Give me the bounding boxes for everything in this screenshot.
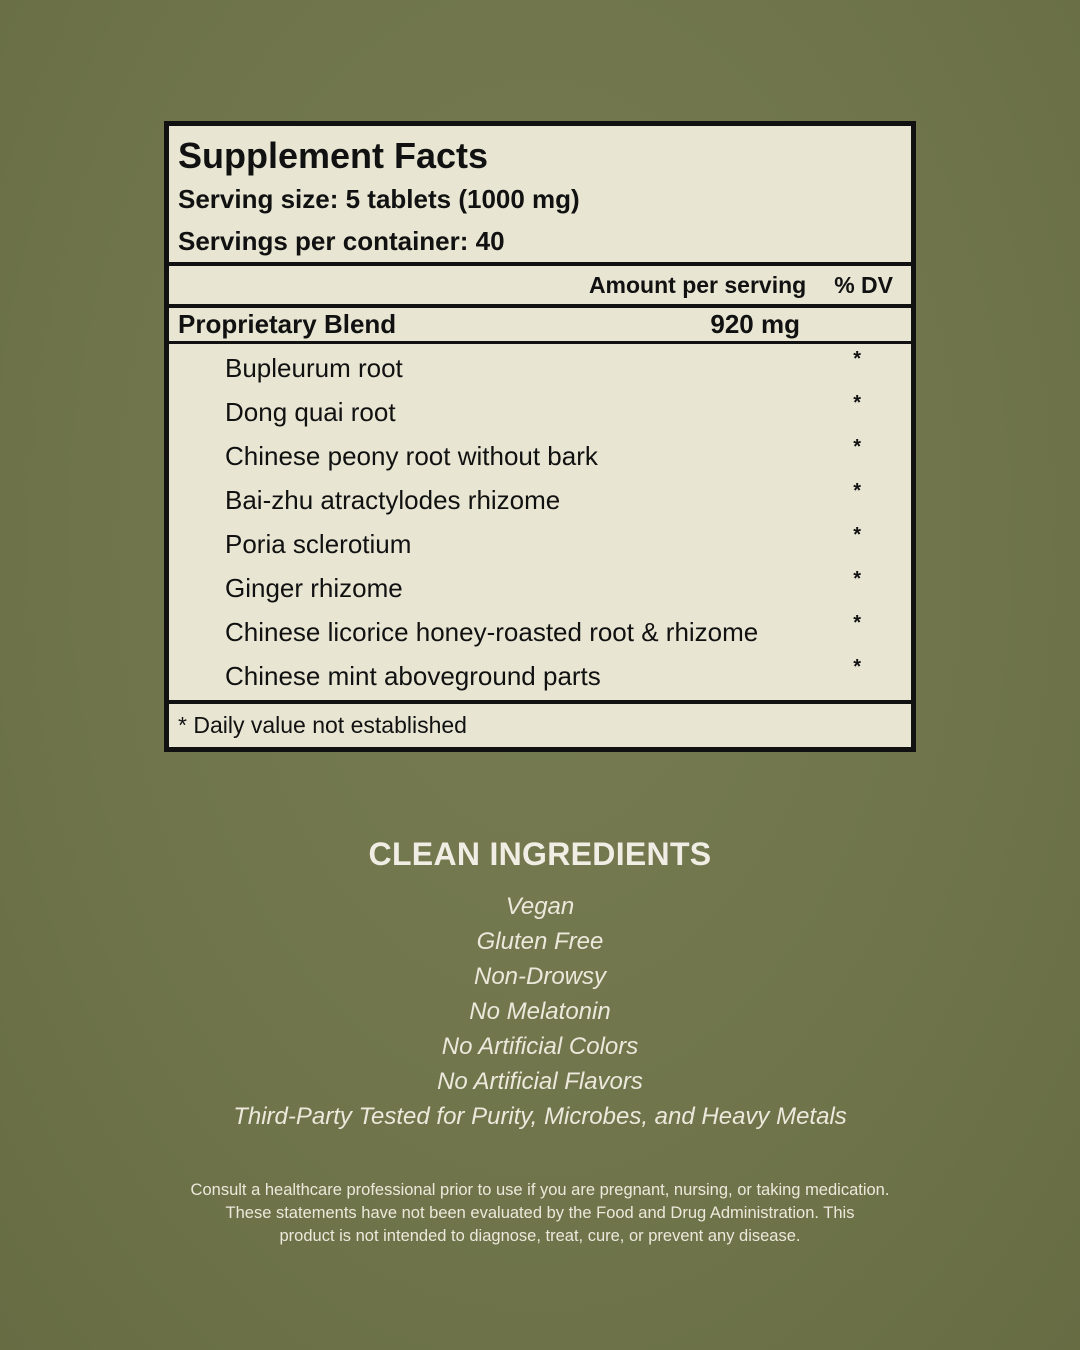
ingredient-row	[225, 478, 911, 522]
ingredient-row	[225, 390, 911, 434]
ingredient-dv: *	[853, 436, 861, 458]
clean-ingredients-title: CLEAN INGREDIENTS	[368, 836, 712, 872]
ingredient-row	[225, 566, 911, 610]
ingredient-list	[169, 344, 911, 700]
daily-value-header: % DV	[834, 271, 893, 298]
ingredient-row	[225, 610, 911, 654]
ingredient-name: Dong quai root	[225, 396, 396, 427]
clean-ingredient-item: No Melatonin	[469, 998, 611, 1025]
ingredient-dv: *	[853, 612, 861, 634]
ingredient-name: Ginger rhizome	[225, 572, 403, 603]
ingredient-name: Bupleurum root	[225, 352, 403, 383]
clean-ingredient-item: No Artificial Colors	[441, 1033, 639, 1060]
ingredient-row	[225, 434, 911, 478]
disclaimer-line: These statements have not been evaluated by the Food and Drug Administration. This	[225, 1204, 855, 1222]
clean-ingredient-item: Third-Party Tested for Purity, Microbes, and Heavy Metals	[233, 1103, 847, 1130]
ingredient-dv: *	[853, 568, 861, 590]
ingredient-dv: *	[853, 524, 861, 546]
disclaimer	[140, 1179, 940, 1248]
facts-header	[169, 126, 911, 262]
servings-per-container: Servings per container: 40	[178, 226, 505, 256]
column-header-row	[169, 266, 911, 304]
clean-ingredient-item: Vegan	[505, 893, 575, 920]
clean-ingredient-item: Gluten Free	[476, 928, 604, 955]
ingredient-dv: *	[853, 480, 861, 502]
disclaimer-line: product is not intended to diagnose, treat, cure, or prevent any disease.	[279, 1227, 801, 1245]
ingredient-row	[225, 654, 911, 698]
ingredient-dv: *	[853, 348, 861, 370]
supplement-facts-panel	[164, 121, 916, 752]
blend-amount: 920 mg	[710, 309, 800, 339]
ingredient-name: Chinese mint aboveground parts	[225, 660, 601, 691]
facts-footnote	[169, 704, 911, 747]
footnote-text: * Daily value not established	[178, 712, 467, 738]
blend-name: Proprietary Blend	[178, 309, 397, 339]
serving-size: Serving size: 5 tablets (1000 mg)	[178, 184, 580, 214]
amount-per-serving-header: Amount per serving	[588, 271, 807, 298]
clean-ingredients-list	[0, 889, 1080, 1134]
ingredient-dv: *	[853, 392, 861, 414]
proprietary-blend-row	[169, 308, 911, 344]
ingredient-name: Poria sclerotium	[225, 528, 412, 559]
ingredient-name: Chinese licorice honey-roasted root & rhizome	[225, 616, 759, 647]
ingredient-dv: *	[853, 656, 861, 678]
ingredient-row	[225, 346, 911, 390]
clean-ingredient-item: Non-Drowsy	[473, 963, 607, 990]
facts-body	[169, 308, 911, 700]
ingredient-name: Chinese peony root without bark	[225, 440, 598, 471]
clean-ingredient-item: No Artificial Flavors	[437, 1068, 643, 1095]
ingredient-name: Bai-zhu atractylodes rhizome	[225, 484, 561, 515]
facts-title: Supplement Facts	[178, 135, 489, 176]
disclaimer-line: Consult a healthcare professional prior to use if you are pregnant, nursing, or taking medication.	[190, 1181, 890, 1199]
ingredient-row	[225, 522, 911, 566]
